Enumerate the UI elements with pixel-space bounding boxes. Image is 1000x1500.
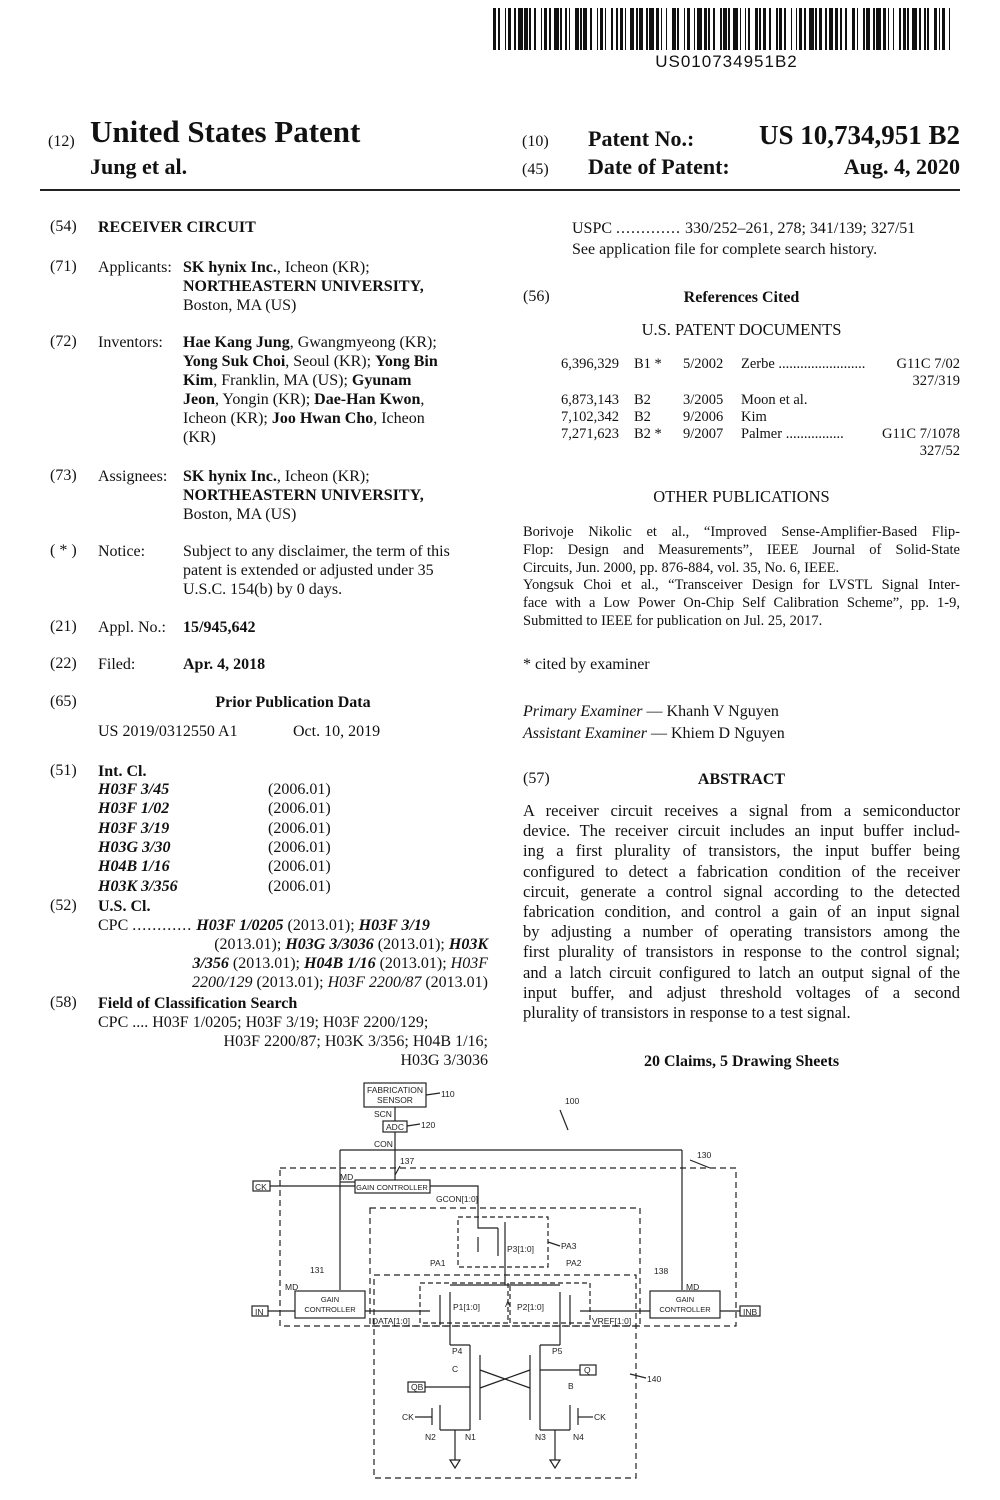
ref-number: 6,396,329	[561, 356, 619, 372]
ref-date: 9/2006	[683, 409, 724, 425]
code-notice: ( * )	[50, 542, 77, 559]
field-search-line-3: H03G 3/3036	[400, 1052, 488, 1069]
references-heading: References Cited	[683, 289, 800, 306]
p5-label: P5	[552, 1346, 563, 1356]
ref-number: 7,102,342	[561, 409, 619, 425]
filed-label: Filed:	[98, 656, 136, 673]
barcode	[493, 8, 960, 50]
in-input-label: IN	[255, 1307, 264, 1317]
inb-input-label: INB	[743, 1307, 758, 1317]
us-cl-label: U.S. Cl.	[98, 898, 151, 915]
inventors-label: Inventors:	[98, 334, 163, 351]
gain-138-label: GAIN	[675, 1295, 695, 1304]
int-cl-class: H03F 1/02	[98, 800, 170, 818]
assistant-examiner: Assistant Examiner — Khiem D Nguyen	[523, 725, 785, 742]
ref-kind: B2	[634, 409, 651, 425]
notice-line-2: patent is extended or adjusted under 35	[183, 562, 434, 579]
us-cl-line-4: 2200/129 (2013.01); H03F 2200/87 (2013.01)	[192, 974, 488, 991]
ref-kind: B2	[634, 392, 651, 408]
inventors-line-5: Icheon (KR); Joo Hwan Cho, Icheon	[183, 410, 425, 427]
controller-131-label: CONTROLLER	[304, 1305, 356, 1314]
assignees-label: Assignees:	[98, 468, 168, 485]
ref-131: 131	[310, 1265, 325, 1275]
code-12: (12)	[48, 133, 75, 150]
appl-no-label: Appl. No.:	[98, 619, 166, 636]
n1-label: N1	[465, 1432, 476, 1442]
notice-line-3: U.S.C. 154(b) by 0 days.	[183, 581, 343, 598]
prior-pub-date: Oct. 10, 2019	[293, 723, 381, 740]
assignee-2-location: Boston, MA (US)	[183, 506, 297, 523]
code-65: (65)	[50, 693, 77, 710]
gcon-label: GCON[1:0]	[436, 1194, 479, 1204]
ref-name: Moon et al.	[741, 392, 808, 408]
uspc-note: See application file for complete search history.	[572, 241, 878, 258]
other-pub-line: Borivoje Nikolic et al., “Improved Sense-Amplifier-Based Flip-	[523, 524, 960, 540]
int-cl-class: H03G 3/30	[98, 838, 171, 856]
int-cl-class: H03F 3/19	[98, 819, 170, 837]
md-label-137: MD	[340, 1172, 354, 1182]
abstract-line: fabrication condition, and control a gain of an input signal	[523, 902, 960, 921]
int-cl-class: H04B 1/16	[98, 858, 170, 876]
data-label: DATA[1:0]	[372, 1316, 410, 1326]
other-pub-line: Flop: Design and Measurements”, IEEE Journal of Solid-State	[523, 541, 960, 558]
appl-no: 15/945,642	[183, 619, 256, 636]
invention-title: RECEIVER CIRCUIT	[98, 219, 256, 236]
ref-120: 120	[421, 1120, 436, 1130]
ref-class-secondary: 327/319	[912, 373, 960, 389]
code-56: (56)	[523, 288, 550, 305]
inventors-line-1: Hae Kang Jung, Gwangmyeong (KR);	[183, 334, 437, 351]
int-cl-year: (2006.01)	[268, 800, 331, 818]
inventors-line-3: Kim, Franklin, MA (US); Gyunam	[183, 372, 412, 389]
other-pub-line: Submitted to IEEE for publication on Jul. 25, 2017.	[523, 613, 823, 629]
code-58: (58)	[50, 994, 77, 1011]
abstract-heading: ABSTRACT	[697, 771, 786, 788]
ref-name: Kim	[741, 409, 767, 425]
int-cl-year: (2006.01)	[268, 781, 331, 798]
n3-label: N3	[535, 1432, 546, 1442]
adc-label: ADC	[386, 1122, 404, 1132]
ref-date: 3/2005	[683, 392, 724, 408]
controller-138-label: CONTROLLER	[659, 1305, 711, 1314]
gain-131-label: GAIN	[320, 1295, 340, 1304]
code-21: (21)	[50, 618, 77, 635]
notice-label: Notice:	[98, 543, 146, 560]
us-docs-heading: U.S. PATENT DOCUMENTS	[641, 320, 842, 339]
fab-sensor-label-1: FABRICATION	[366, 1085, 424, 1095]
n4-label: N4	[573, 1432, 584, 1442]
ref-class: G11C 7/1078	[881, 426, 960, 442]
applicants-label: Applicants:	[98, 259, 172, 276]
node-b-label: B	[568, 1381, 574, 1391]
pa3-label: PA3	[561, 1241, 577, 1251]
int-cl-label: Int. Cl.	[98, 763, 147, 780]
p2-label: P2[1:0]	[517, 1302, 544, 1312]
us-cl-line-1: CPC ............ H03F 1/0205 (2013.01); H03F 3/19	[98, 917, 430, 934]
int-cl-year: (2006.01)	[268, 877, 331, 895]
ref-name: Palmer ................	[741, 426, 844, 442]
md-label-138: MD	[686, 1282, 700, 1292]
con-label: CON	[374, 1139, 393, 1149]
field-search-line-2: H03F 2200/87; H03K 3/356; H04B 1/16;	[223, 1033, 488, 1050]
pa2-label: PA2	[566, 1258, 582, 1268]
abstract-line: device. The receiver circuit includes an input buffer includ-	[523, 821, 960, 841]
pa1-label: PA1	[430, 1258, 446, 1268]
prior-pub-heading: Prior Publication Data	[215, 694, 371, 711]
inventors-line-6: (KR)	[183, 429, 216, 446]
authors: Jung et al.	[90, 154, 188, 179]
code-72: (72)	[50, 333, 77, 350]
abstract-line: A receiver circuit receives a signal from a semiconductor	[523, 801, 960, 820]
assignee-1: SK hynix Inc., Icheon (KR);	[183, 468, 370, 485]
int-cl-year: (2006.01)	[268, 838, 331, 856]
ref-number: 7,271,623	[561, 426, 619, 442]
code-54: (54)	[50, 218, 77, 235]
ref-date: 5/2002	[683, 356, 724, 372]
ck-input-label: CK	[255, 1182, 267, 1192]
other-pub-line: Yongsuk Choi et al., “Transceiver Design for LVSTL Signal Inter-	[523, 577, 960, 594]
circuit-figure	[0, 1075, 1000, 1500]
document-type: United States Patent	[90, 114, 361, 149]
us-cl-line-2: (2013.01); H03G 3/3036 (2013.01); H03K	[214, 936, 488, 953]
patent-date: Aug. 4, 2020	[843, 154, 960, 179]
applicant-2-location: Boston, MA (US)	[183, 297, 297, 314]
int-cl-class: H03K 3/356	[98, 877, 178, 895]
int-cl-year: (2006.01)	[268, 819, 331, 837]
barcode-number: US010734951B2	[655, 52, 798, 71]
ref-kind: B1 *	[634, 356, 662, 372]
uspc-line: USPC ............. 330/252–261, 278; 341/139; 327/51	[572, 220, 916, 237]
int-cl-class: H03F 3/45	[98, 781, 170, 798]
vref-label: VREF[1:0]	[592, 1316, 632, 1326]
code-51: (51)	[50, 762, 77, 779]
code-52: (52)	[50, 897, 77, 914]
abstract-line: input buffer, and adjust threshold voltages of a second	[523, 982, 960, 1002]
abstract-line: by adjusting a number of operating transistors among the	[523, 922, 960, 942]
ref-100: 100	[565, 1096, 580, 1106]
int-cl-year: (2006.01)	[268, 858, 331, 876]
other-pub-line: Circuits, Jun. 2000, pp. 876-884, vol. 35, No. 6, IEEE.	[523, 559, 840, 576]
abstract-line: plurality of transistors in response to a test signal.	[523, 1003, 851, 1022]
p3-label: P3[1:0]	[507, 1244, 534, 1254]
us-cl-line-3: 3/356 (2013.01); H04B 1/16 (2013.01); H03F	[192, 955, 488, 972]
inventors-line-2: Yong Suk Choi, Seoul (KR); Yong Bin	[183, 353, 438, 370]
code-45: (45)	[522, 161, 549, 178]
claims-count: 20 Claims, 5 Drawing Sheets	[643, 1053, 840, 1070]
code-73: (73)	[50, 467, 77, 484]
filed-date: Apr. 4, 2018	[183, 656, 266, 673]
code-57: (57)	[523, 770, 550, 787]
field-search-line-1: CPC .... H03F 1/0205; H03F 3/19; H03F 2200/129;	[98, 1014, 429, 1031]
primary-examiner: Primary Examiner — Khanh V Nguyen	[523, 703, 779, 720]
cited-note: * cited by examiner	[523, 656, 650, 673]
applicant-1: SK hynix Inc., Icheon (KR);	[183, 259, 370, 276]
other-pub-line: face with a Low Power On-Chip Self Calibration Scheme”, pp. 1-9,	[523, 595, 960, 612]
p4-label: P4	[452, 1346, 463, 1356]
ref-date: 9/2007	[683, 426, 724, 442]
code-71: (71)	[50, 258, 77, 275]
n2-label: N2	[425, 1432, 436, 1442]
patent-number-label: Patent No.:	[588, 126, 695, 151]
ck-label-n2: CK	[402, 1412, 414, 1422]
ref-number: 6,873,143	[561, 392, 619, 408]
field-search-label: Field of Classification Search	[98, 995, 298, 1012]
notice-line-1: Subject to any disclaimer, the term of this	[183, 543, 450, 560]
abstract-line: configured to detect a fabrication condition of the receiver	[523, 861, 960, 881]
ref-130: 130	[697, 1150, 712, 1160]
p1-label: P1[1:0]	[453, 1302, 480, 1312]
ref-class-secondary: 327/52	[919, 443, 960, 459]
node-a-label: A	[505, 1299, 511, 1309]
abstract-line: circuit, generate a control signal according to the detected	[523, 881, 960, 901]
ref-class: G11C 7/02	[896, 356, 960, 372]
assignee-2: NORTHEASTERN UNIVERSITY,	[183, 487, 424, 504]
applicant-2: NORTHEASTERN UNIVERSITY,	[183, 278, 424, 295]
header-rule	[40, 189, 960, 191]
ref-140: 140	[647, 1374, 662, 1384]
node-c-label: C	[452, 1364, 459, 1374]
ref-kind: B2 *	[634, 426, 662, 442]
qb-output-label: QB	[411, 1382, 424, 1392]
pa3-box	[458, 1217, 548, 1267]
ref-name: Zerbe ........................	[741, 356, 866, 372]
q-output-label: Q	[584, 1365, 591, 1375]
abstract-line: and a latch circuit configured to latch an output signal of the	[523, 962, 960, 982]
other-pub-heading: OTHER PUBLICATIONS	[653, 487, 830, 506]
ck-label-n4: CK	[594, 1412, 606, 1422]
fab-sensor-label-2: SENSOR	[377, 1095, 413, 1105]
abstract-line: first plurality of transistors in response to the control signal;	[523, 942, 960, 962]
ref-110: 110	[441, 1089, 455, 1099]
code-22: (22)	[50, 655, 77, 672]
code-10: (10)	[522, 133, 549, 150]
scn-label: SCN	[374, 1109, 392, 1119]
inventors-line-4: Jeon, Yongin (KR); Dae-Han Kwon,	[183, 391, 425, 408]
ref-137: 137	[400, 1156, 415, 1166]
gain-controller-137-label: GAIN CONTROLLER	[356, 1183, 428, 1192]
abstract-line: ing a first plurality of transistors, the input buffer being	[523, 841, 960, 861]
prior-pub-number: US 2019/0312550 A1	[98, 723, 238, 740]
date-label: Date of Patent:	[588, 154, 730, 179]
md-label-131: MD	[285, 1282, 299, 1292]
ref-138: 138	[654, 1266, 669, 1276]
patent-number: US 10,734,951 B2	[758, 120, 960, 150]
